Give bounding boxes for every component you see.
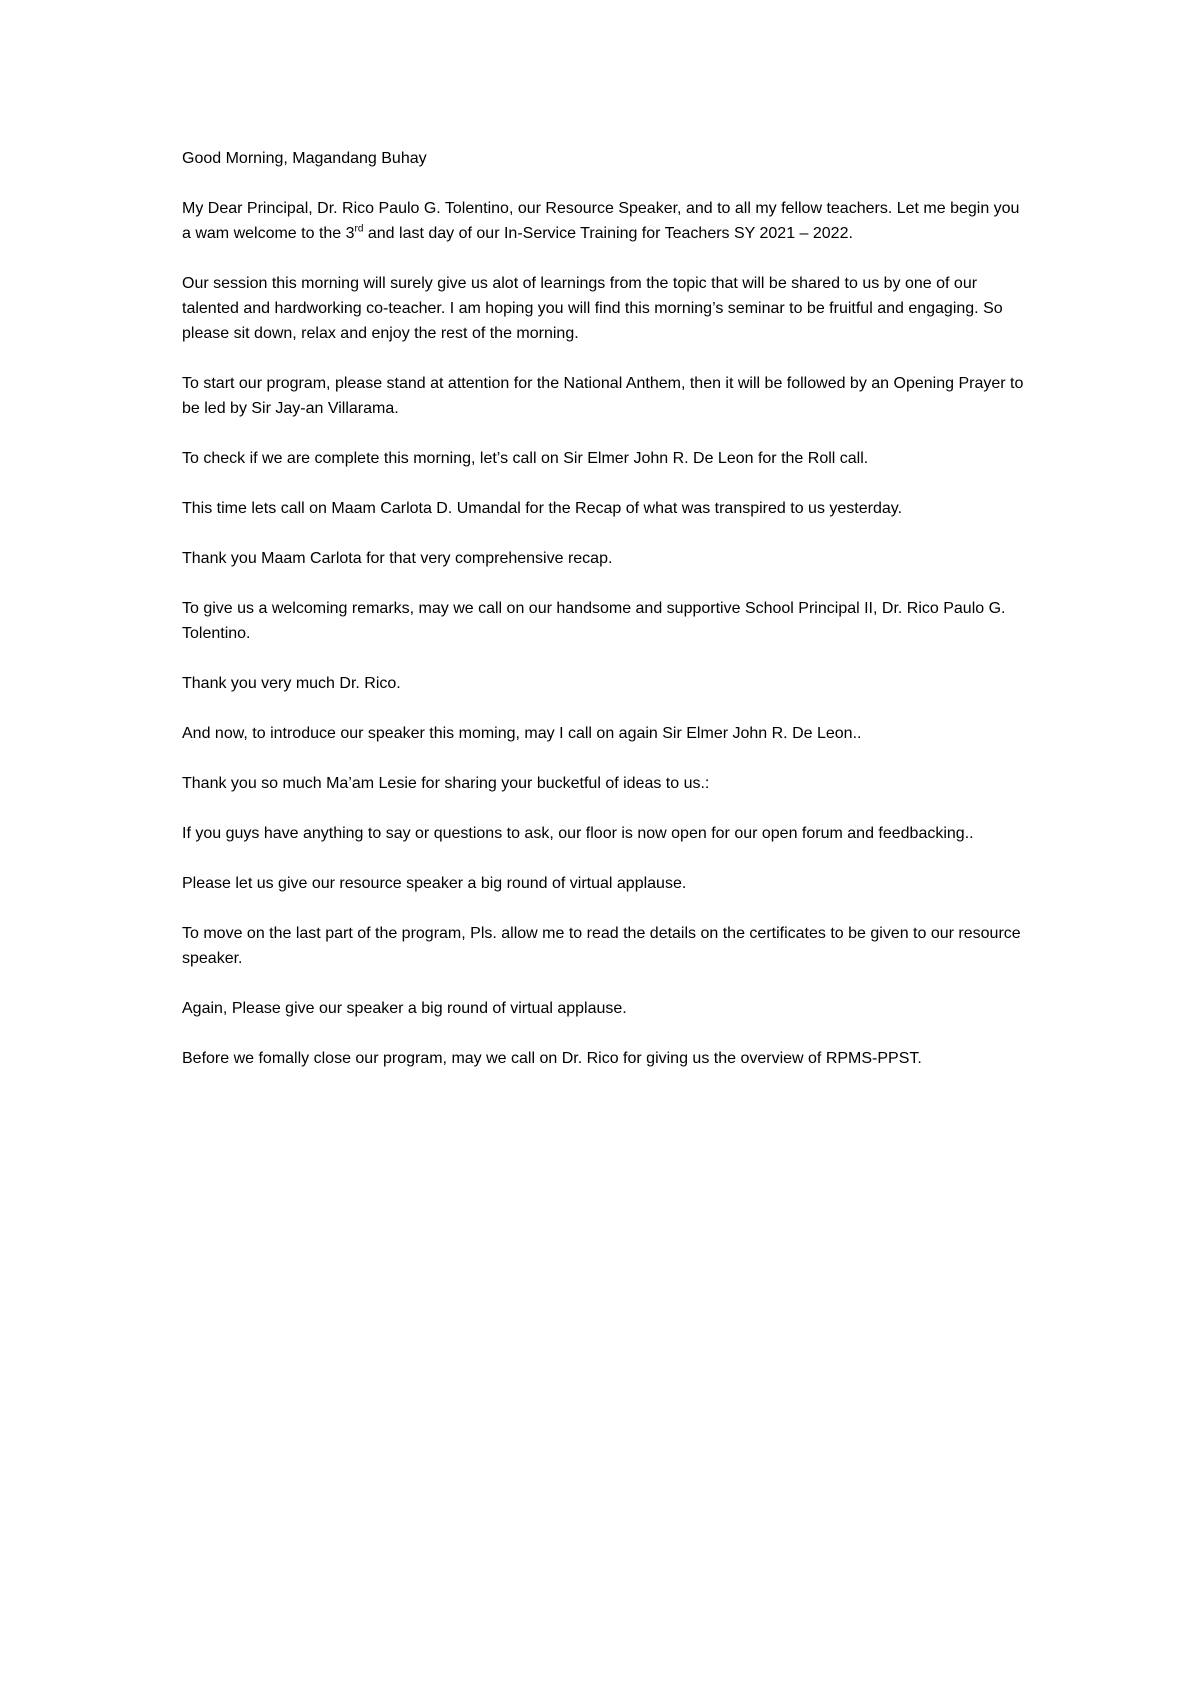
ordinal-suffix: rd [354,223,364,235]
welcome-text-start: My Dear Principal, Dr. Rico Paulo G. Tolentino, our Resource Speaker, and to all my fellow teachers. Let me begin you a wam welcome to the 3 [182,200,1020,242]
recap-paragraph: This time lets call on Maam Carlota D. Umandal for the Recap of what was transpired to us yesterday. [182,500,903,517]
applause-paragraph: Please let us give our resource speaker a big round of virtual applause. [182,875,687,892]
greeting-paragraph: Good Morning, Magandang Buhay [182,150,427,167]
thanks-speaker-paragraph: Thank you so much Ma’am Lesie for sharing your bucketful of ideas to us.: [182,775,710,792]
thanks-recap-paragraph: Thank you Maam Carlota for that very comprehensive recap. [182,550,613,567]
document-body [182,146,1024,1096]
applause-again-paragraph: Again, Please give our speaker a big round of virtual applause. [182,1000,627,1017]
certificates-paragraph: To move on the last part of the program, Pls. allow me to read the details on the certificates to be given to our resource speaker. [182,925,1021,967]
welcome-paragraph [182,196,1024,246]
thanks-principal-paragraph: Thank you very much Dr. Rico. [182,675,401,692]
welcome-text-end: and last day of our In-Service Training for Teachers SY 2021 – 2022. [363,225,853,242]
introduce-speaker-paragraph: And now, to introduce our speaker this moming, may I call on again Sir Elmer John R. De Leon.. [182,725,862,742]
roll-call-paragraph: To check if we are complete this morning, let’s call on Sir Elmer John R. De Leon for the Roll call. [182,450,869,467]
session-paragraph: Our session this morning will surely give us alot of learnings from the topic that will be shared to us by one of our talented and hardworking co-teacher. I am hoping you will find this morning’s seminar to be fruitful and engaging. So please sit down, relax and enjoy the rest of the morning. [182,275,1003,342]
anthem-paragraph: To start our program, please stand at attention for the National Anthem, then it will be followed by an Opening Prayer to be led by Sir Jay-an Villarama. [182,375,1024,417]
welcome-remarks-paragraph: To give us a welcoming remarks, may we call on our handsome and supportive School Principal II, Dr. Rico Paulo G. Tolentino. [182,600,1006,642]
closing-paragraph: Before we fomally close our program, may we call on Dr. Rico for giving us the overview of RPMS-PPST. [182,1050,922,1067]
open-forum-paragraph: If you guys have anything to say or questions to ask, our floor is now open for our open forum and feedbacking.. [182,825,974,842]
